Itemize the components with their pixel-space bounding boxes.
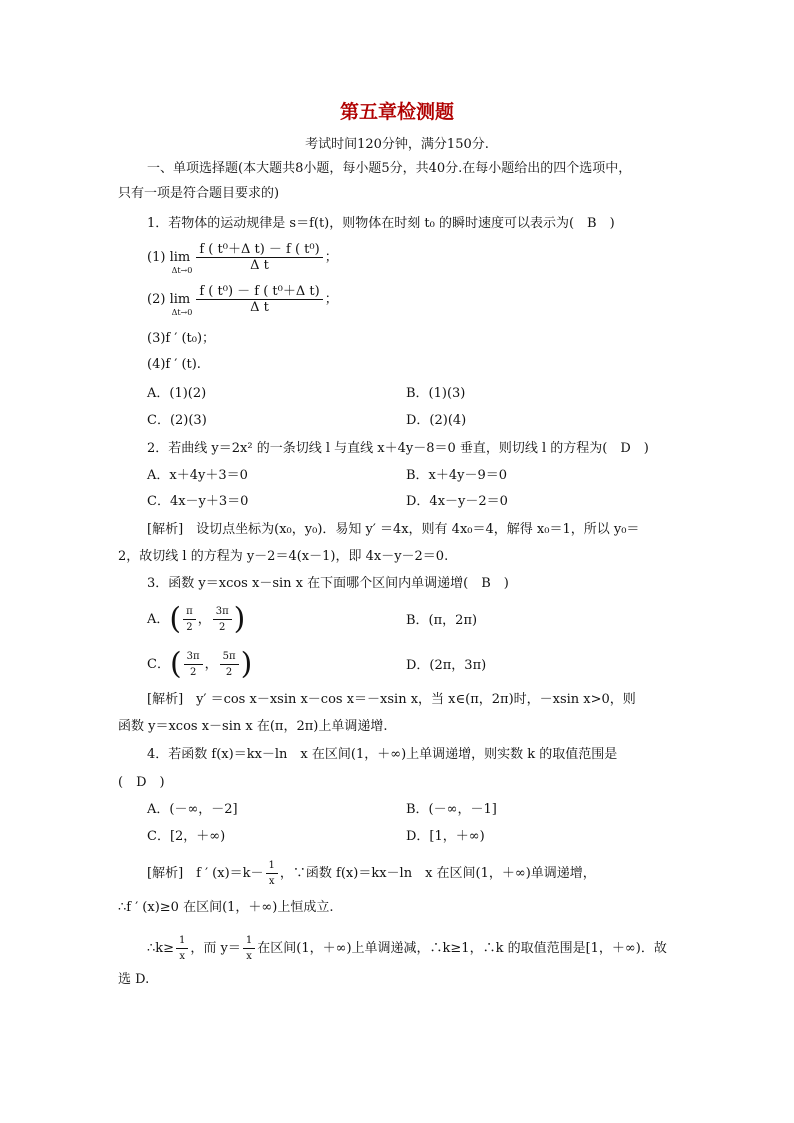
right-paren: ) <box>240 646 253 682</box>
q3-choice-c: C．( $\frac{3\pi}{2}$ ， $\frac{5\pi}{2}$ ) <box>147 646 253 682</box>
analysis-text: 在区间(1，＋∞)上单调递减，∴k≥1，∴k 的取值范围是[1，＋∞)．故 <box>257 941 667 956</box>
q3-choice-d: D．(2π，3π) <box>406 658 487 673</box>
q1-opt2-fraction <box>196 284 322 315</box>
right-paren: ) <box>233 601 246 637</box>
exam-info: 考试时间120分钟，满分150分. <box>305 137 489 152</box>
q3-analysis-line1: [解析] y′ ＝cos x－xsin x－cos x＝－xsin x，当 x∈(π，2π)时，－xsin x>0，则 <box>147 692 636 707</box>
q4-stem-line2: ( D ) <box>118 775 165 790</box>
fraction-numerator: 1 <box>243 933 255 949</box>
q1-option-3: (3)f ′ (t₀)； <box>147 331 216 346</box>
q4-analysis-line4: 选 D. <box>118 972 150 987</box>
fraction-denominator: 2 <box>189 667 197 678</box>
lim-subscript: Δt→0 <box>171 308 193 317</box>
limit-symbol <box>169 291 193 317</box>
fraction-denominator: 2 <box>225 667 233 678</box>
q1-choice-b: B．(1)(3) <box>406 386 466 401</box>
q2-analysis-line1: [解析] 设切点坐标为(x₀，y₀)．易知 y′ ＝4x，则有 4x₀＝4，解得 x₀＝1，所以 y₀＝ <box>147 522 640 537</box>
choice-label: C． <box>147 657 170 672</box>
q1-option-4: (4)f ′ (t). <box>147 357 201 372</box>
q1-option-1 <box>147 242 338 273</box>
fraction-numerator: 3π <box>184 649 203 665</box>
q2-choice-a: A．x＋4y＋3＝0 <box>147 468 248 483</box>
punctuation: ； <box>324 250 338 265</box>
fraction <box>213 604 232 635</box>
fraction-denominator: x <box>179 951 186 962</box>
left-paren: ( <box>169 646 182 682</box>
left-paren: ( <box>169 601 182 637</box>
q4-stem-line1: 4．若函数 f(x)＝kx－ln x 在区间(1，＋∞)上单调递增，则实数 k 的取值范围是 <box>147 747 618 762</box>
q3-analysis-line2: 函数 y＝xcos x－sin x 在(π，2π)上单调递增. <box>118 719 388 734</box>
q3-choice-a: A．( $\frac{\pi}{2}$ ， $\frac{3\pi}{2}$ ) <box>147 601 246 637</box>
fraction-numerator: 1 <box>266 858 278 874</box>
q2-analysis-line2: 2，故切线 l 的方程为 y－2＝4(x－1)，即 4x－y－2＝0. <box>118 549 449 564</box>
fraction-numerator: π <box>183 604 196 620</box>
q4-choice-d: D．[1，＋∞) <box>406 829 485 844</box>
q1-opt1-label: (1) <box>147 250 166 265</box>
page-title: 第五章检测题 <box>339 101 454 123</box>
fraction-denominator: Δ t <box>250 300 269 315</box>
q2-choice-b: B．x＋4y－9＝0 <box>406 468 508 483</box>
fraction-denominator: 2 <box>186 622 193 633</box>
q4-choice-a: A．(－∞，－2] <box>147 802 238 817</box>
fraction-denominator: x <box>268 876 275 887</box>
fraction <box>266 858 278 889</box>
fraction-denominator: 2 <box>218 622 226 633</box>
q4-choice-b: B．(－∞，－1] <box>406 802 497 817</box>
q4-analysis-line3 <box>147 933 667 964</box>
fraction-numerator: 1 <box>176 933 188 949</box>
fraction-denominator: x <box>246 951 252 962</box>
q1-stem: 1．若物体的运动规律是 s＝f(t)，则物体在时刻 t₀ 的瞬时速度可以表示为( B ) <box>147 216 615 231</box>
punctuation: ； <box>324 292 338 307</box>
fraction-numerator: f ( t⁰) － f ( t⁰＋Δ t) <box>196 284 322 300</box>
q1-choice-a: A．(1)(2) <box>147 386 207 401</box>
fraction <box>176 933 188 964</box>
analysis-text: ∴k≥ <box>147 941 175 956</box>
fraction <box>183 604 196 635</box>
q2-choice-c: C．4x－y＋3＝0 <box>147 494 249 509</box>
q2-stem: 2．若曲线 y＝2x² 的一条切线 l 与直线 x＋4y－8＝0 垂直，则切线 l 的方程为( D ) <box>147 441 649 456</box>
fraction-numerator: 3π <box>213 604 232 620</box>
choice-label: A． <box>147 612 170 627</box>
q1-option-2 <box>147 284 338 315</box>
fraction <box>184 649 203 680</box>
q1-opt2-label: (2) <box>147 292 166 307</box>
analysis-text: ，∵函数 f(x)＝kx－ln x 在区间(1，＋∞)单调递增， <box>279 866 596 881</box>
q2-choice-d: D．4x－y－2＝0 <box>406 494 508 509</box>
q3-choice-b: B．(π，2π) <box>406 613 478 628</box>
lim-text: lim <box>169 250 191 265</box>
q1-choice-d: D．(2)(4) <box>406 413 467 428</box>
fraction <box>220 649 239 680</box>
q4-choice-c: C．[2，＋∞) <box>147 829 226 844</box>
fraction-numerator: f ( t⁰＋Δ t) － f ( t⁰) <box>196 242 322 258</box>
analysis-text: [解析] f ′ (x)＝k－ <box>147 866 264 881</box>
section-heading-line1: 一、单项选择题(本大题共8小题，每小题5分，共40分.在每小题给出的四个选项中， <box>147 161 632 176</box>
q4-analysis-line1 <box>147 858 596 889</box>
q1-choice-c: C．(2)(3) <box>147 413 207 428</box>
fraction <box>243 933 255 964</box>
lim-text: lim <box>169 292 191 307</box>
fraction-denominator: Δ t <box>250 258 269 273</box>
analysis-text: ，而 y＝ <box>190 941 241 956</box>
q4-analysis-line2: ∴f ′ (x)≥0 在区间(1，＋∞)上恒成立. <box>118 900 334 915</box>
fraction-numerator: 5π <box>220 649 239 665</box>
lim-subscript: Δt→0 <box>171 266 193 275</box>
limit-symbol <box>169 249 193 275</box>
q3-stem: 3．函数 y＝xcos x－sin x 在下面哪个区间内单调递增( B ) <box>147 576 509 591</box>
section-heading-line2: 只有一项是符合题目要求的) <box>118 186 280 201</box>
q1-opt1-fraction <box>196 242 322 273</box>
